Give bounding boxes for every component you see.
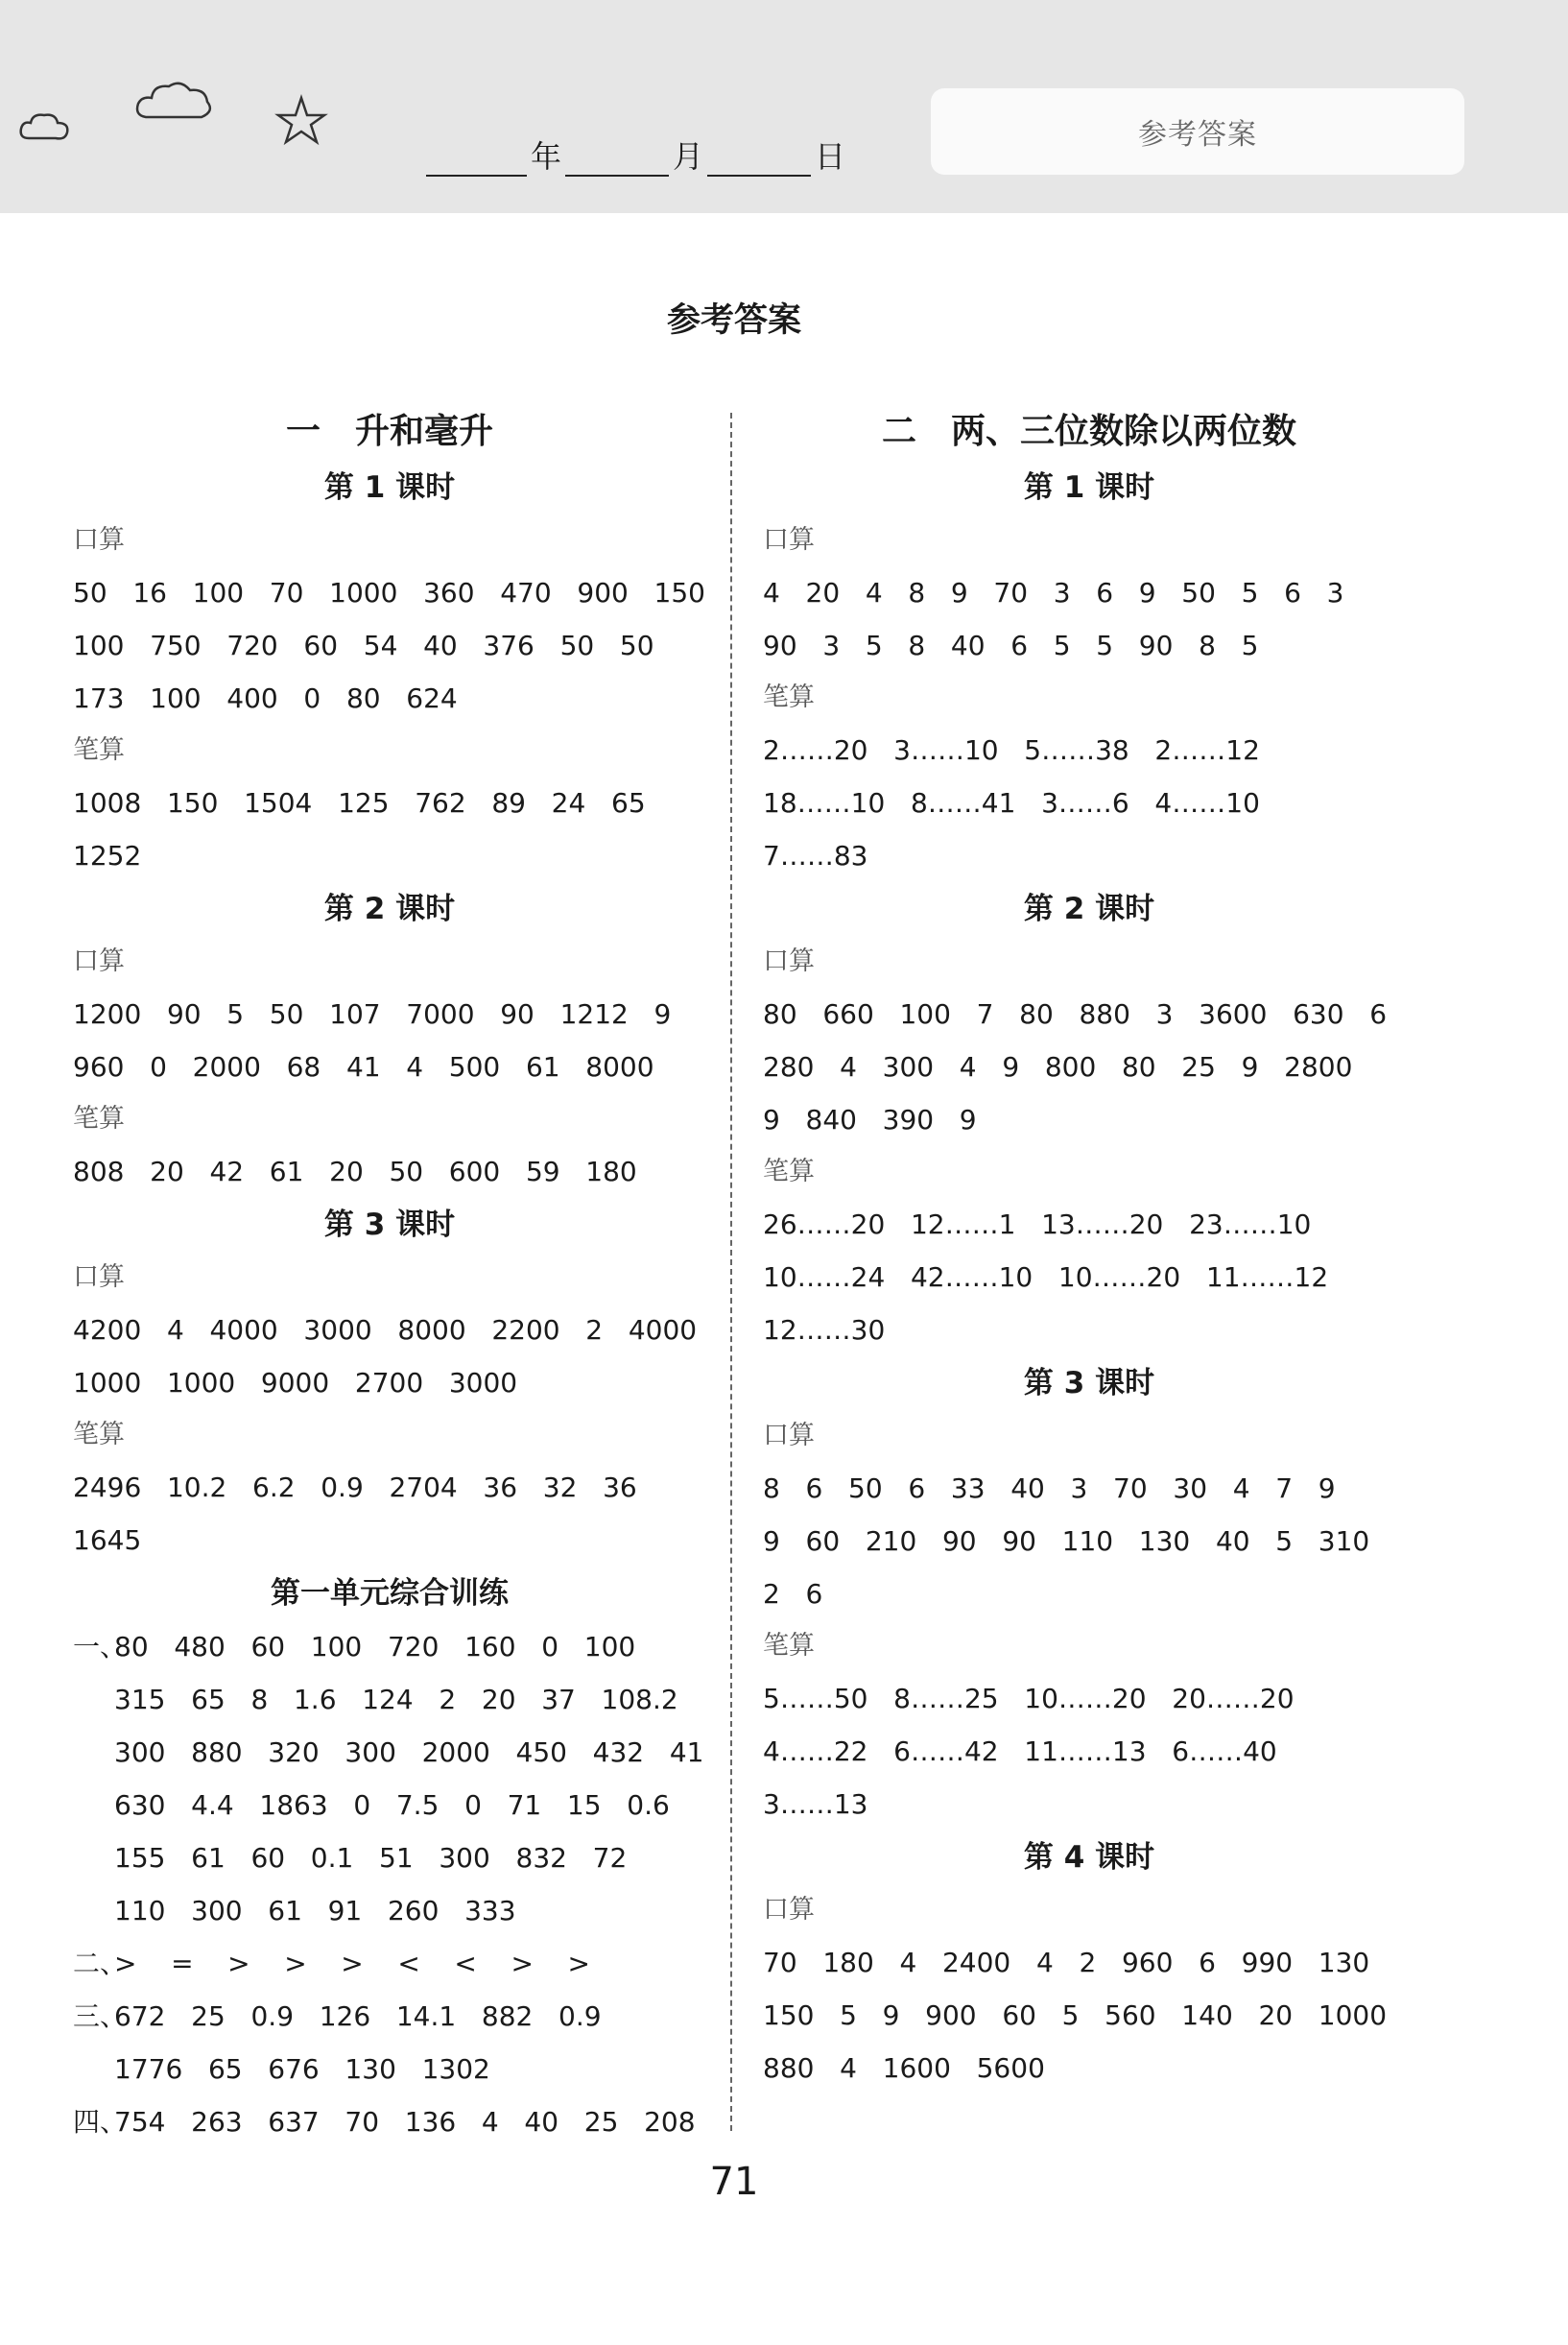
unit-title: 二 两、三位数除以两位数 <box>881 412 1296 451</box>
oral-label: 口算 <box>73 525 125 555</box>
part-prefix: 三、 <box>73 2000 128 2032</box>
written-label: 笔算 <box>73 735 125 765</box>
answer-row: 9 840 390 9 <box>763 1104 977 1136</box>
page-title: 参考答案 <box>666 301 801 340</box>
written-label: 笔算 <box>73 1104 125 1134</box>
answer-row: 1252 <box>73 840 142 872</box>
answer-row: 8 6 50 6 33 40 3 70 30 4 7 9 <box>763 1472 1336 1504</box>
answer-row: 300 880 320 300 2000 450 432 41 <box>114 1736 704 1768</box>
written-label: 笔算 <box>73 1420 125 1449</box>
oral-label: 口算 <box>763 1421 815 1450</box>
answer-row: 1008 150 1504 125 762 89 24 65 <box>73 787 646 819</box>
oral-label: 口算 <box>763 525 815 555</box>
answer-row: 70 180 4 2400 4 2 960 6 990 130 <box>763 1947 1370 1978</box>
answer-row: 150 5 9 900 60 5 560 140 20 1000 <box>763 1999 1388 2031</box>
lesson-title: 第 3 课时 <box>1023 1366 1155 1400</box>
oral-label: 口算 <box>73 1262 125 1292</box>
answer-row: 26……20 12……1 13……20 23……10 <box>763 1208 1312 1240</box>
lesson-title: 第 4 课时 <box>1023 1840 1155 1875</box>
oral-label: 口算 <box>763 1895 815 1925</box>
answer-row: 1645 <box>73 1524 142 1556</box>
answer-row: 1776 65 676 130 1302 <box>114 2053 490 2085</box>
review-title: 第一单元综合训练 <box>271 1576 509 1611</box>
answer-row: 315 65 8 1.6 124 2 20 37 108.2 <box>114 1684 678 1715</box>
answer-row: 7……83 <box>763 840 868 872</box>
answer-row: 2……20 3……10 5……38 2……12 <box>763 734 1260 766</box>
answer-row: 80 660 100 7 80 880 3 3600 630 6 <box>763 998 1388 1030</box>
year-label: 年 <box>531 138 562 175</box>
lesson-title: 第 2 课时 <box>1023 892 1155 926</box>
answer-row <box>73 1937 706 1990</box>
answer-row: 110 300 61 91 260 333 <box>114 1895 516 1926</box>
answer-row: 808 20 42 61 20 50 600 59 180 <box>73 1156 637 1187</box>
answer-text: 80 480 60 100 720 160 0 100 <box>114 1631 636 1663</box>
answer-row: 173 100 400 0 80 624 <box>73 682 458 714</box>
year-blank <box>426 146 527 177</box>
part-prefix: 一、 <box>73 1631 128 1663</box>
answer-row: 4 20 4 8 9 70 3 6 9 50 5 6 3 <box>763 577 1344 609</box>
left-column <box>73 403 706 2148</box>
date-line <box>422 132 845 177</box>
answer-row: 12……30 <box>763 1314 886 1346</box>
answer-row <box>73 1990 706 2043</box>
answer-row: 100 750 720 60 54 40 376 50 50 <box>73 630 654 661</box>
cloud-icon <box>132 77 215 127</box>
answer-row: 3……13 <box>763 1788 868 1820</box>
answer-row: 9 60 210 90 90 110 130 40 5 310 <box>763 1525 1370 1557</box>
answer-row: 2496 10.2 6.2 0.9 2704 36 32 36 <box>73 1472 637 1503</box>
answer-row: 155 61 60 0.1 51 300 832 72 <box>114 1842 628 1874</box>
lesson-title: 第 3 课时 <box>323 1208 456 1242</box>
answer-row: 880 4 1600 5600 <box>763 2052 1045 2084</box>
answer-row: 4……22 6……42 11……13 6……40 <box>763 1735 1277 1767</box>
answer-text: > = > > > < < > > <box>114 1948 590 1979</box>
answer-row: 280 4 300 4 9 800 80 25 9 2800 <box>763 1051 1353 1083</box>
answer-row <box>73 1620 706 1673</box>
answer-row <box>73 2095 706 2148</box>
answer-row: 630 4.4 1863 0 7.5 0 71 15 0.6 <box>114 1789 670 1821</box>
column-divider <box>730 413 732 2131</box>
answer-text: 672 25 0.9 126 14.1 882 0.9 <box>114 2000 602 2032</box>
day-label: 日 <box>815 138 846 175</box>
answer-row: 90 3 5 8 40 6 5 5 90 8 5 <box>763 630 1259 661</box>
answer-row: 1200 90 5 50 107 7000 90 1212 9 <box>73 998 672 1030</box>
part-prefix: 四、 <box>73 2106 128 2138</box>
unit-title: 一 升和毫升 <box>285 412 493 451</box>
lesson-title: 第 1 课时 <box>323 470 456 505</box>
part-prefix: 二、 <box>73 1948 128 1979</box>
page-header <box>0 0 1568 213</box>
answer-row: 960 0 2000 68 41 4 500 61 8000 <box>73 1051 654 1083</box>
day-blank <box>707 146 811 177</box>
right-column <box>763 403 1415 2094</box>
cloud-icon <box>17 108 73 146</box>
answer-row: 2 6 <box>763 1578 823 1610</box>
written-label: 笔算 <box>763 1631 815 1661</box>
written-label: 笔算 <box>763 682 815 712</box>
written-label: 笔算 <box>763 1157 815 1186</box>
answer-text: 754 263 637 70 136 4 40 25 208 <box>114 2106 696 2138</box>
answer-row: 4200 4 4000 3000 8000 2200 2 4000 <box>73 1314 698 1346</box>
answer-row: 10……24 42……10 10……20 11……12 <box>763 1261 1329 1293</box>
oral-label: 口算 <box>73 946 125 976</box>
answer-row: 50 16 100 70 1000 360 470 900 150 <box>73 577 705 609</box>
month-blank <box>565 146 669 177</box>
star-icon <box>273 92 330 150</box>
page-number: 71 <box>709 2160 759 2204</box>
answer-row: 1000 1000 9000 2700 3000 <box>73 1367 518 1399</box>
lesson-title: 第 2 课时 <box>323 892 456 926</box>
oral-label: 口算 <box>763 946 815 976</box>
answer-row: 18……10 8……41 3……6 4……10 <box>763 787 1260 819</box>
answer-tab: 参考答案 <box>931 88 1464 175</box>
answer-row: 5……50 8……25 10……20 20……20 <box>763 1683 1295 1714</box>
month-label: 月 <box>673 138 704 175</box>
lesson-title: 第 1 课时 <box>1023 470 1155 505</box>
